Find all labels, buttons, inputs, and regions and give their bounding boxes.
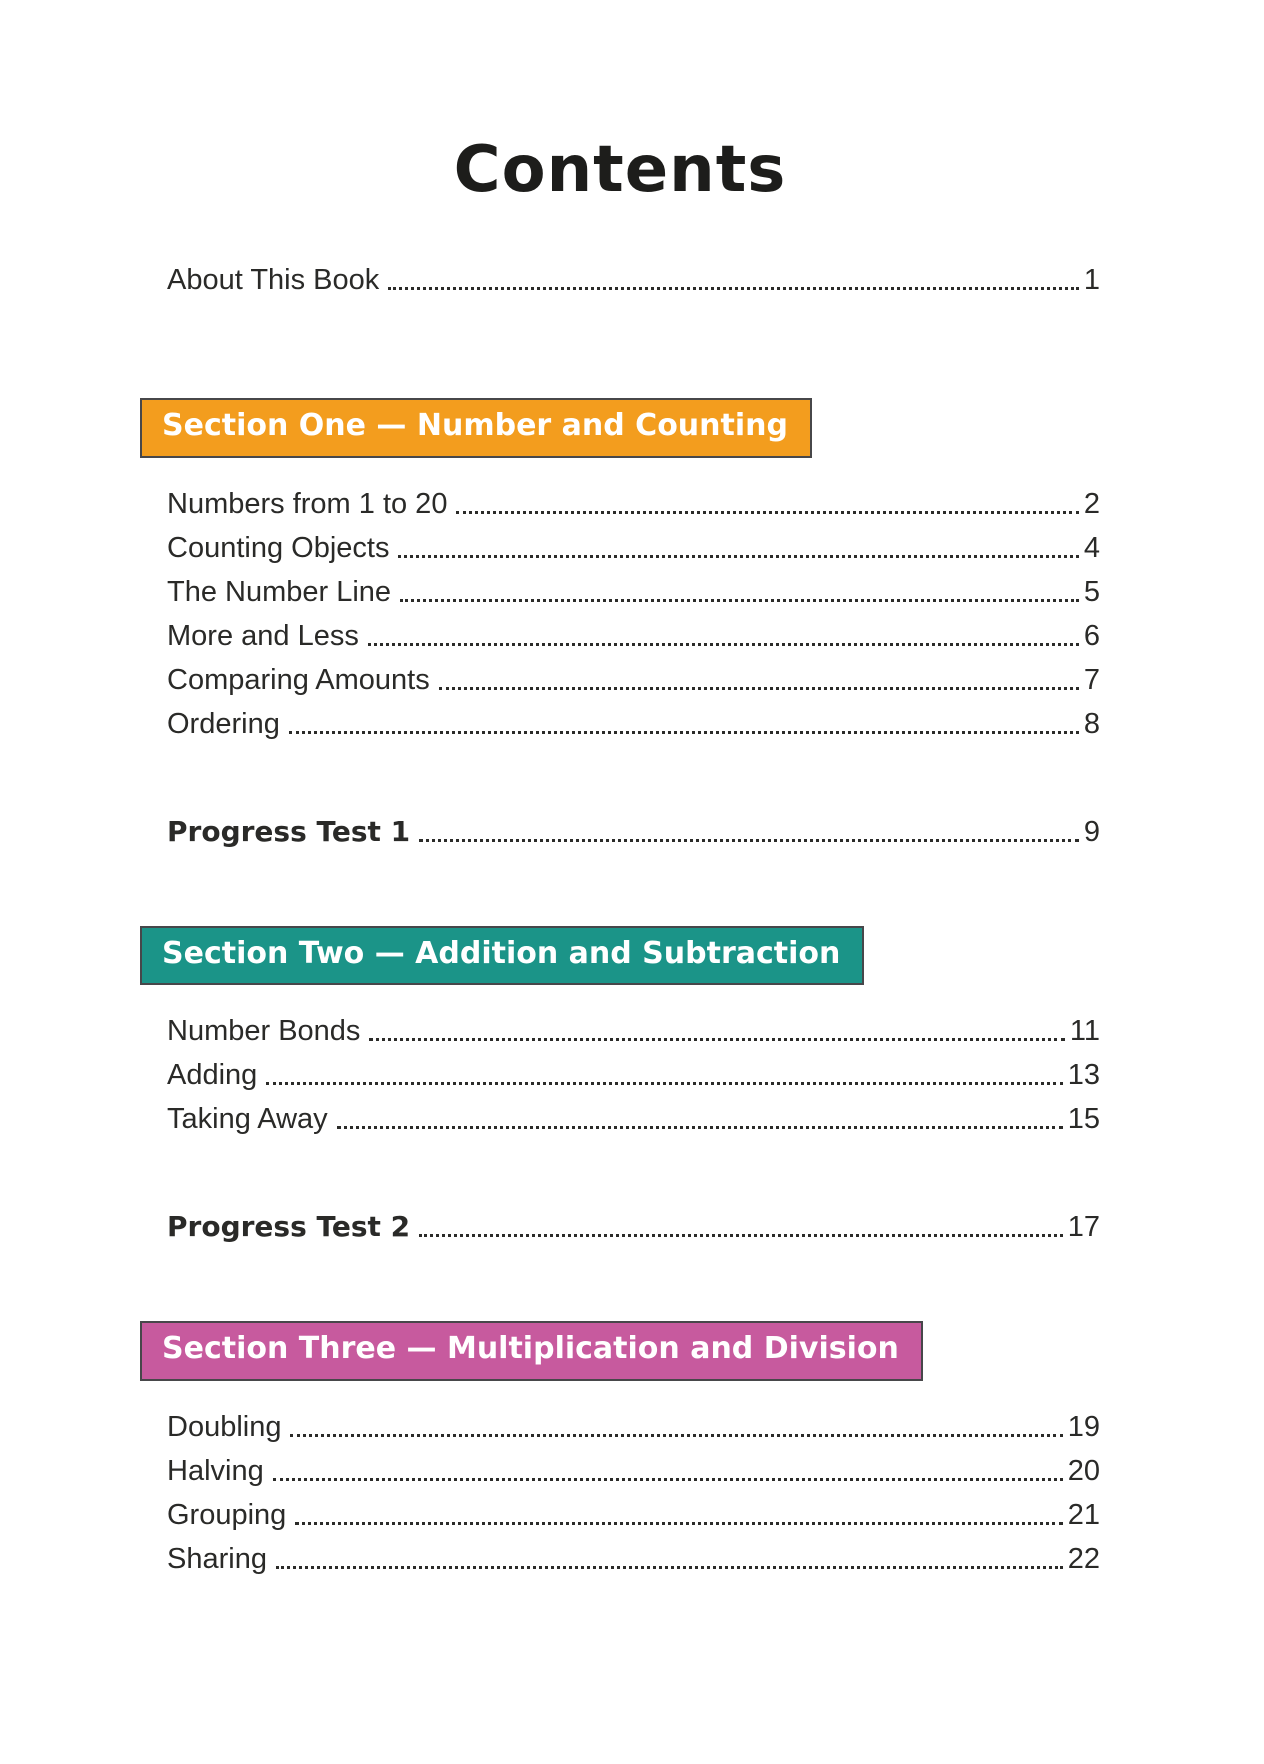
toc-entry-label: Halving bbox=[167, 1454, 264, 1487]
toc-entry-page: 11 bbox=[1069, 1015, 1100, 1047]
dot-leader bbox=[368, 643, 1079, 646]
toc-entry-page: 15 bbox=[1067, 1103, 1100, 1135]
toc-entry bbox=[140, 526, 1100, 570]
toc-entry-label: Progress Test 1 bbox=[167, 814, 411, 848]
toc-entry-label: About This Book bbox=[167, 264, 380, 296]
toc-entry-label: Number Bonds bbox=[167, 1015, 361, 1047]
toc-entry-label: Numbers from 1 to 20 bbox=[167, 487, 448, 520]
page-title: Contents bbox=[453, 133, 787, 207]
section-banner-label: Section Two — Addition and Subtraction bbox=[162, 935, 841, 971]
toc-entry-progress-test-2 bbox=[140, 1205, 1100, 1249]
toc-entry-label: Adding bbox=[167, 1059, 258, 1091]
toc-entry-page: 6 bbox=[1083, 619, 1100, 652]
toc-entry-page: 7 bbox=[1083, 663, 1100, 696]
dot-leader bbox=[273, 1478, 1063, 1481]
dot-leader bbox=[400, 599, 1079, 602]
toc-entry-progress-test-1 bbox=[140, 810, 1100, 854]
toc-entry-about bbox=[140, 258, 1100, 302]
toc-entry bbox=[140, 658, 1100, 702]
toc-entry-page: 13 bbox=[1067, 1059, 1100, 1091]
toc-entry-page: 21 bbox=[1067, 1498, 1100, 1531]
toc-entry-label: The Number Line bbox=[167, 575, 392, 608]
dot-leader bbox=[276, 1566, 1063, 1569]
section-banner-three bbox=[140, 1321, 923, 1381]
dot-leader bbox=[456, 511, 1078, 514]
toc-entry-page: 17 bbox=[1067, 1211, 1100, 1243]
section-three-entries bbox=[140, 1405, 1100, 1581]
toc-entry bbox=[140, 1009, 1100, 1053]
toc-entry-page: 22 bbox=[1067, 1542, 1100, 1575]
dot-leader bbox=[419, 1234, 1063, 1237]
toc-entry bbox=[140, 570, 1100, 614]
toc-entry-page: 1 bbox=[1083, 264, 1100, 296]
toc-entry-page: 8 bbox=[1083, 707, 1100, 740]
dot-leader bbox=[439, 687, 1079, 690]
toc-entry-label: Ordering bbox=[167, 707, 280, 740]
toc-entry-page: 2 bbox=[1083, 487, 1100, 520]
toc-entry bbox=[140, 1537, 1100, 1581]
section-banner-two bbox=[140, 926, 864, 986]
dot-leader bbox=[289, 731, 1079, 734]
section-one-entries bbox=[140, 482, 1100, 746]
toc-entry-page: 4 bbox=[1083, 531, 1100, 564]
toc-entry-label: Taking Away bbox=[167, 1103, 328, 1135]
toc-entry bbox=[140, 1449, 1100, 1493]
dot-leader bbox=[295, 1522, 1062, 1525]
toc-entry-label: Counting Objects bbox=[167, 531, 390, 564]
section-banner-label: Section Three — Multiplication and Division bbox=[162, 1331, 899, 1366]
toc-entry bbox=[140, 614, 1100, 658]
toc-entry bbox=[140, 1405, 1100, 1449]
dot-leader bbox=[337, 1126, 1063, 1129]
toc-entry bbox=[140, 1053, 1100, 1097]
section-banner-one bbox=[140, 398, 812, 458]
section-two-entries bbox=[140, 1009, 1100, 1141]
dot-leader bbox=[398, 555, 1078, 558]
toc-entry bbox=[140, 1493, 1100, 1537]
toc-entry-label: Progress Test 2 bbox=[167, 1210, 411, 1243]
toc-entry bbox=[140, 702, 1100, 746]
dot-leader bbox=[419, 839, 1079, 842]
toc-entry-label: More and Less bbox=[167, 619, 359, 652]
toc-entry-page: 19 bbox=[1067, 1410, 1100, 1443]
toc-entry-label: Grouping bbox=[167, 1498, 287, 1531]
section-banner-label: Section One — Number and Counting bbox=[162, 408, 788, 443]
contents-body bbox=[140, 0, 1100, 1581]
toc-entry-page: 20 bbox=[1067, 1454, 1100, 1487]
dot-leader bbox=[369, 1038, 1064, 1041]
toc-entry-label: Comparing Amounts bbox=[167, 663, 430, 696]
toc-entry bbox=[140, 1097, 1100, 1141]
toc-entry-page: 9 bbox=[1083, 815, 1100, 848]
toc-entry-label: Sharing bbox=[167, 1542, 267, 1575]
dot-leader bbox=[266, 1082, 1062, 1085]
toc-entry bbox=[140, 482, 1100, 526]
toc-entry-page: 5 bbox=[1083, 575, 1100, 608]
dot-leader bbox=[290, 1434, 1062, 1437]
dot-leader bbox=[388, 287, 1079, 290]
toc-entry-label: Doubling bbox=[167, 1410, 282, 1443]
